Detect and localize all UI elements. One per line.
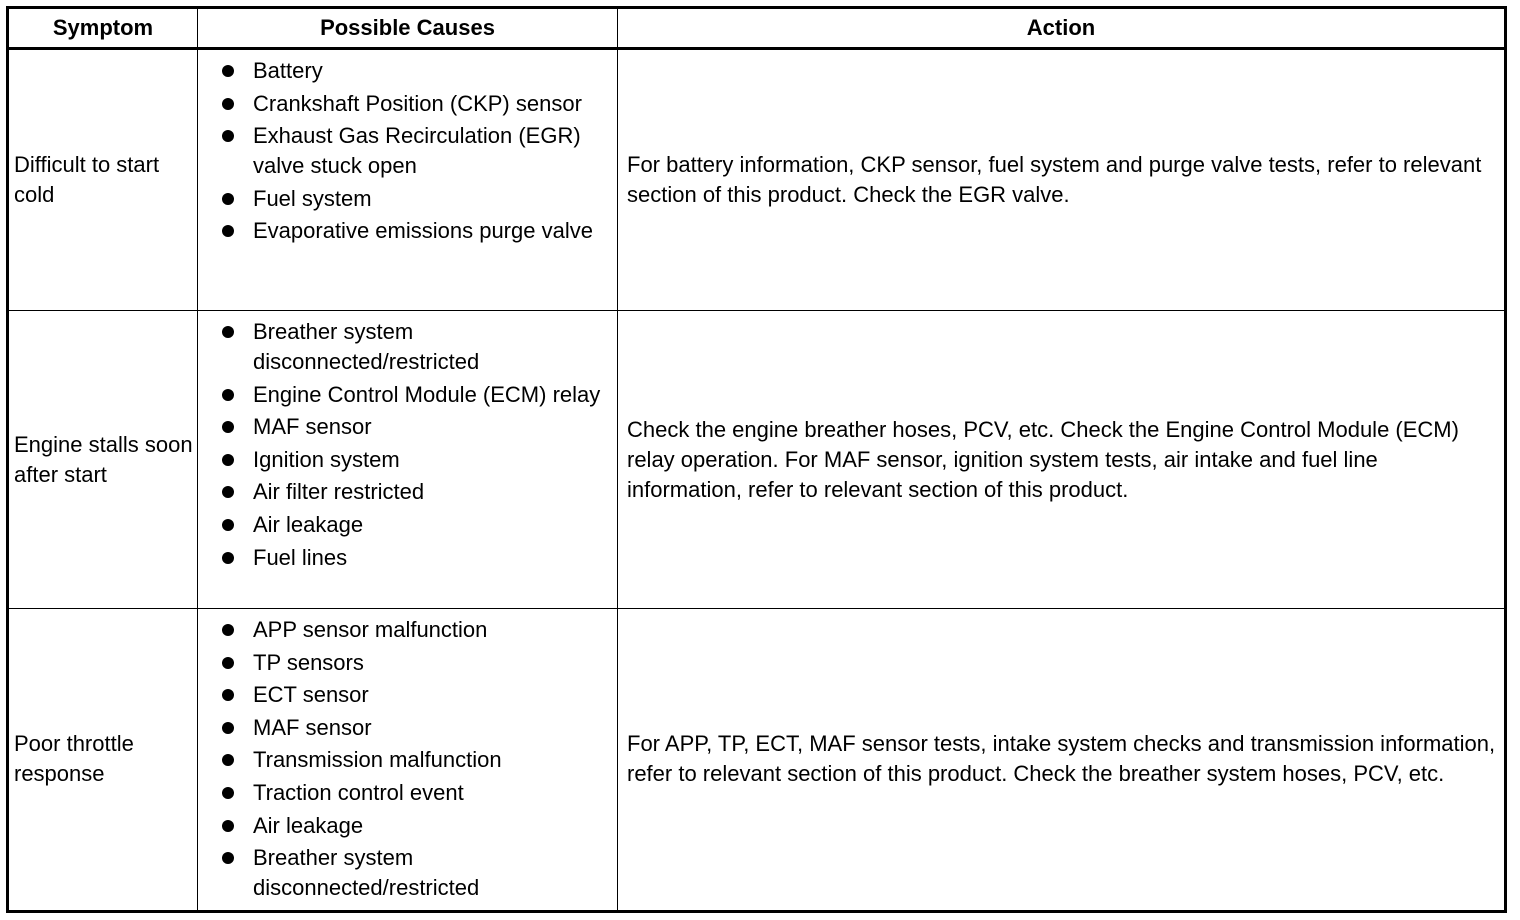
cause-text: Transmission malfunction xyxy=(253,747,502,773)
symptom-cell: Poor throttle response xyxy=(8,609,198,912)
bullet-icon xyxy=(222,787,234,799)
symptom-cell: Engine stalls soon after start xyxy=(8,311,198,609)
cause-text: TP sensors xyxy=(253,649,364,675)
cause-text: Crankshaft Position (CKP) sensor xyxy=(253,90,582,116)
cause-text: ECT sensor xyxy=(253,682,369,708)
symptom-cell: Difficult to start cold xyxy=(8,49,198,311)
bullet-icon xyxy=(222,454,234,466)
header-symptom: Symptom xyxy=(8,8,198,49)
bullet-icon xyxy=(222,326,234,338)
bullet-icon xyxy=(222,624,234,636)
causes-cell xyxy=(198,609,618,912)
cause-item xyxy=(198,412,609,442)
cause-text: APP sensor malfunction xyxy=(253,617,488,642)
bullet-icon xyxy=(222,689,234,701)
bullet-icon xyxy=(222,98,234,110)
cause-item xyxy=(198,121,609,181)
cause-item xyxy=(198,811,609,841)
cause-text: MAF sensor xyxy=(253,714,372,740)
bullet-icon xyxy=(222,820,234,832)
cause-list xyxy=(198,615,609,903)
cause-item xyxy=(198,843,609,903)
header-row xyxy=(8,8,1506,49)
cause-item xyxy=(198,680,609,710)
cause-item xyxy=(198,445,609,475)
cause-text: Air leakage xyxy=(253,812,364,838)
header-possible-causes: Possible Causes xyxy=(198,8,618,49)
cause-item xyxy=(198,510,609,540)
cause-item xyxy=(198,477,609,507)
cause-text: Ignition system xyxy=(253,446,400,472)
cause-text: Fuel lines xyxy=(253,544,348,570)
cause-item xyxy=(198,317,609,377)
bullet-icon xyxy=(222,722,234,734)
cause-item xyxy=(198,216,609,246)
cause-item xyxy=(198,745,609,775)
bullet-icon xyxy=(222,519,234,531)
cause-text: Breather system disconnected/restricted xyxy=(253,319,480,374)
cause-item xyxy=(198,184,609,214)
bullet-icon xyxy=(222,852,234,864)
action-cell: Check the engine breather hoses, PCV, etc. Check the Engine Control Module (ECM) relay operation. For MAF sensor, ignition system tests, air intake and fuel line information, refer to relevant section of this product. xyxy=(618,311,1506,609)
cause-item xyxy=(198,543,609,573)
bullet-icon xyxy=(222,657,234,669)
cause-item xyxy=(198,615,609,645)
table-row xyxy=(8,311,1506,609)
bullet-icon xyxy=(222,486,234,498)
cause-item xyxy=(198,778,609,808)
cause-text: MAF sensor xyxy=(253,414,372,440)
table-row xyxy=(8,49,1506,311)
cause-text: Air leakage xyxy=(253,511,364,537)
cause-item xyxy=(198,380,609,410)
cause-text: Evaporative emissions purge valve xyxy=(253,218,593,244)
cause-text: Engine Control Module (ECM) relay xyxy=(253,381,601,407)
cause-text: Battery xyxy=(253,58,323,83)
header-action: Action xyxy=(618,8,1506,49)
bullet-icon xyxy=(222,389,234,401)
bullet-icon xyxy=(222,65,234,77)
cause-item xyxy=(198,713,609,743)
causes-cell xyxy=(198,49,618,311)
action-cell: For APP, TP, ECT, MAF sensor tests, intake system checks and transmission information, refer to relevant section of this product. Check the breather system hoses, PCV, etc. xyxy=(618,609,1506,912)
cause-text: Air filter restricted xyxy=(253,479,425,505)
cause-list xyxy=(198,317,609,573)
cause-text: Breather system disconnected/restricted xyxy=(253,845,480,901)
cause-text: Traction control event xyxy=(253,779,464,805)
cause-list xyxy=(198,56,609,246)
bullet-icon xyxy=(222,421,234,433)
bullet-icon xyxy=(222,225,234,237)
diagnosis-table xyxy=(6,6,1507,913)
cause-text: Exhaust Gas Recirculation (EGR) valve stuck open xyxy=(253,123,581,179)
cause-item xyxy=(198,89,609,119)
bullet-icon xyxy=(222,552,234,564)
cause-item xyxy=(198,648,609,678)
causes-cell xyxy=(198,311,618,609)
bullet-icon xyxy=(222,193,234,205)
table-row xyxy=(8,609,1506,912)
cause-text: Fuel system xyxy=(253,185,372,211)
bullet-icon xyxy=(222,130,234,142)
cause-item xyxy=(198,56,609,86)
action-cell: For battery information, CKP sensor, fuel system and purge valve tests, refer to relevant section of this product. Check the EGR valve. xyxy=(618,49,1506,311)
bullet-icon xyxy=(222,754,234,766)
